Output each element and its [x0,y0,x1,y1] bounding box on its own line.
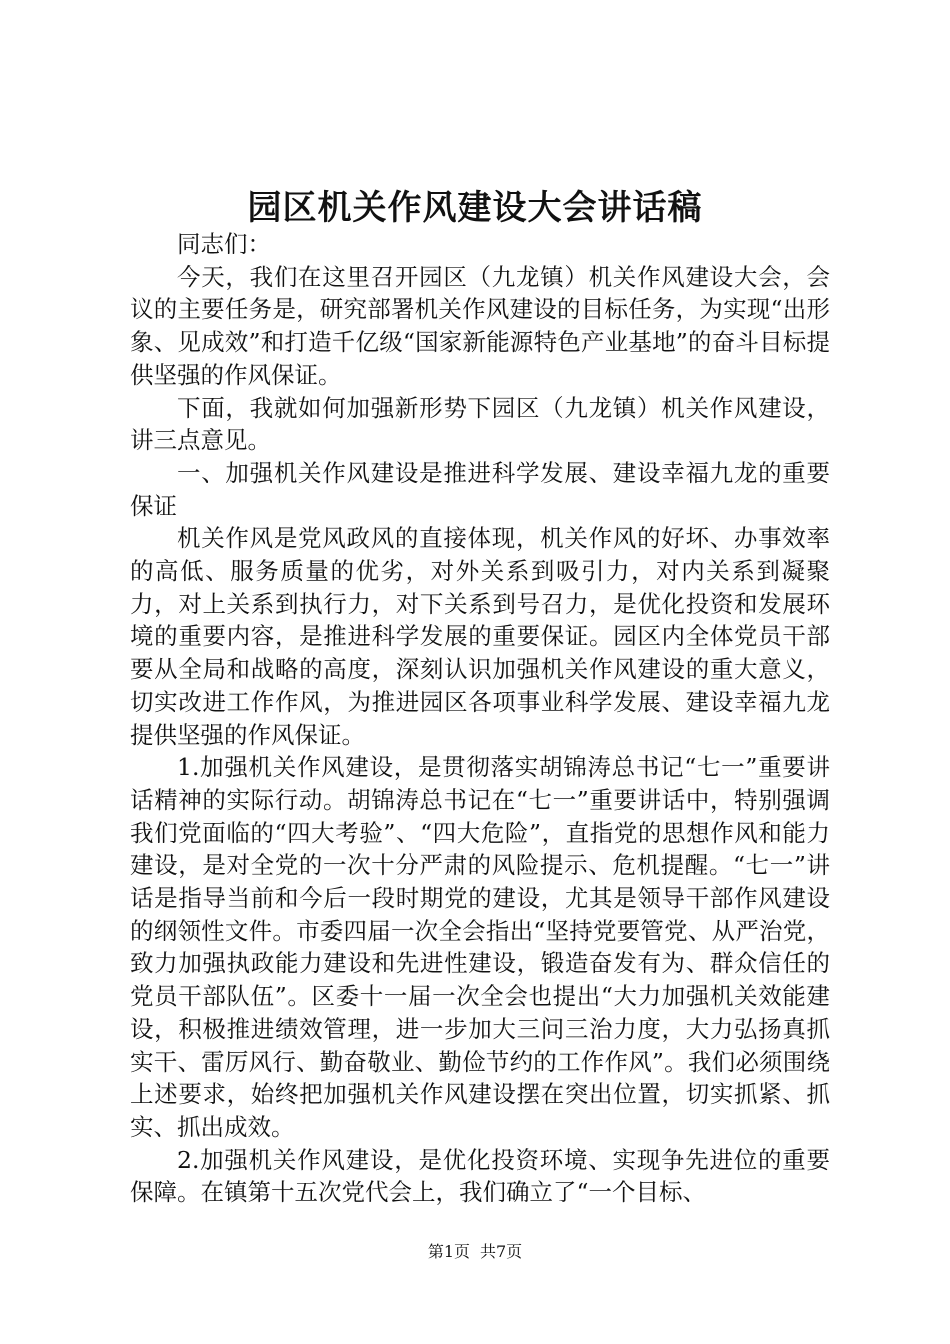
page-total: 共7页 [480,1242,523,1261]
paragraph: 今天，我们在这里召开园区（九龙镇）机关作风建设大会，会议的主要任务是，研究部署机关作风建设的目标任务，为实现“出形象、见成效”和打造千亿级“国家新能源特色产业基地”的奋斗目标提供坚强的作风保证。 [130,262,830,389]
section-heading: 一、加强机关作风建设是推进科学发展、建设幸福九龙的重要保证 [130,458,830,520]
page-number: 第1页 [427,1242,470,1261]
page-footer [0,1240,950,1264]
salutation: 同志们： [177,230,271,258]
paragraph: 1.加强机关作风建设，是贯彻落实胡锦涛总书记“七一”重要讲话精神的实际行动。胡锦涛总书记在“七一”重要讲话中，特别强调我们党面临的“四大考验”、“四大危险”，直指党的思想作风和能力建设，是对全党的一次十分严肃的风险提示、危机提醒。“七一”讲话是指导当前和今后一段时期党的建设，尤其是领导干部作风建设的纲领性文件。市委四届一次全会指出“坚持党要管党、从严治党，致力加强执政能力建设和先进性建设，锻造奋发有为、群众信任的党员干部队伍”。区委十一届一次全会也提出“大力加强机关效能建设，积极推进绩效管理，进一步加大三问三治力度，大力弘扬真抓实干、雷厉风行、勤奋敬业、勤俭节约的工作作风”。我们必须围绕上述要求，始终把加强机关作风建设摆在突出位置，切实抓紧、抓实、抓出成效。 [130,753,830,1141]
paragraph: 下面，我就如何加强新形势下园区（九龙镇）机关作风建设，讲三点意见。 [130,393,830,455]
paragraph: 2.加强机关作风建设，是优化投资环境、实现争先进位的重要保障。在镇第十五次党代会上，我们确立了“一个目标、 [130,1145,830,1207]
paragraph: 机关作风是党风政风的直接体现，机关作风的好坏、办事效率的高低、服务质量的优劣，对外关系到吸引力，对内关系到凝聚力，对上关系到执行力，对下关系到号召力，是优化投资和发展环境的重要内容，是推进科学发展的重要保证。园区内全体党员干部要从全局和战略的高度，深刻认识加强机关作风建设的重大意义，切实改进工作作风，为推进园区各项事业科学发展、建设幸福九龙提供坚强的作风保证。 [130,524,830,749]
document-body [130,228,830,1209]
document-title: 园区机关作风建设大会讲话稿 [247,188,703,228]
